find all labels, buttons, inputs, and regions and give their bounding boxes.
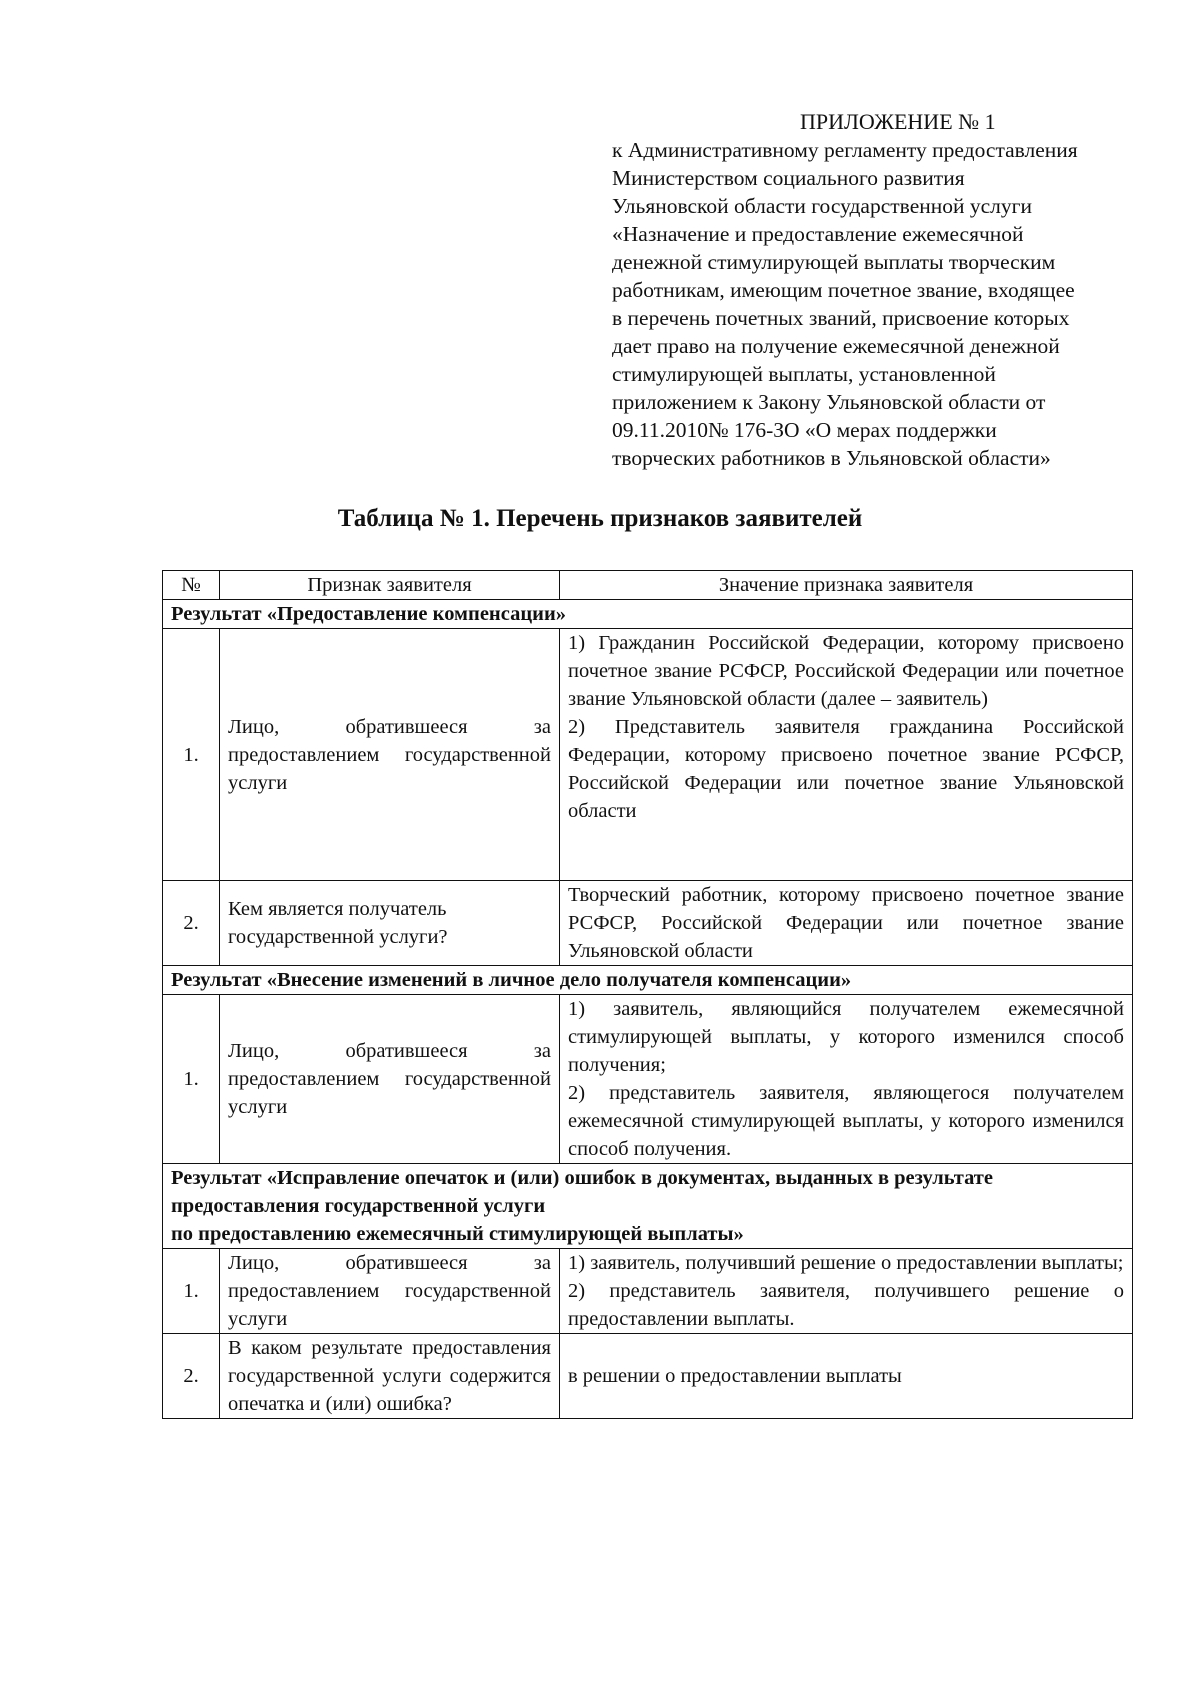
appendix-line: 09.11.2010№ 176-ЗО «О мерах поддержки — [612, 418, 997, 442]
row-value — [560, 629, 1133, 881]
appendix-line: стимулирующей выплаты, установленной — [612, 362, 996, 386]
row-number: 2. — [163, 881, 220, 966]
header-value: Значение признака заявителя — [560, 571, 1133, 600]
appendix-line: «Назначение и предоставление ежемесячной — [612, 222, 1024, 246]
value-item: 1) заявитель, являющийся получателем ежемесячной стимулирующей выплаты, у которого изменился способ получения; — [568, 998, 1124, 1076]
section-row — [163, 966, 1133, 995]
row-value — [560, 1249, 1133, 1334]
section-title-line: Результат «Исправление опечаток и (или) ошибок в документах, выданных в результате предоставления государственной услуги — [171, 1167, 993, 1217]
table-row — [163, 995, 1133, 1164]
row-number: 1. — [163, 995, 220, 1164]
value-item: 2) представитель заявителя, являющегося получателем ежемесячной стимулирующей выплаты, у которого изменился способ получения. — [568, 1082, 1124, 1160]
appendix-line: в перечень почетных званий, присвоение которых — [612, 306, 1070, 330]
row-value — [560, 995, 1133, 1164]
appendix-line: к Административному регламенту предоставления — [612, 138, 1078, 162]
row-value — [560, 881, 1133, 966]
table-title: Таблица № 1. Перечень признаков заявителей — [337, 505, 863, 532]
section-title: Результат «Предоставление компенсации» — [163, 600, 1133, 629]
row-value — [560, 1334, 1133, 1419]
section-title: Результат «Внесение изменений в личное дело получателя компенсации» — [163, 966, 1133, 995]
value-item: 1) Гражданин Российской Федерации, которому присвоено почетное звание РСФСР, Российской Федерации или почетное звание Ульяновской области (далее – заявитель) — [568, 632, 1124, 710]
appendix-line: дает право на получение ежемесячной денежной — [612, 334, 1060, 358]
section-row — [163, 1164, 1133, 1249]
row-number: 1. — [163, 629, 220, 881]
row-sign: Лицо, обратившееся за предоставлением государственной услуги — [220, 629, 560, 881]
value-item: 2) представитель заявителя, получившего решение о предоставлении выплаты. — [568, 1280, 1124, 1330]
value-item: 1) заявитель, получивший решение о предоставлении выплаты; — [568, 1252, 1124, 1274]
appendix-line: Ульяновской области государственной услуги — [612, 194, 1032, 218]
row-sign: Лицо, обратившееся за предоставлением государственной услуги — [220, 995, 560, 1164]
section-title-line: по предоставлению ежемесячный стимулирующей выплаты» — [171, 1223, 744, 1245]
table-row — [163, 881, 1133, 966]
header-sign: Признак заявителя — [220, 571, 560, 600]
value-item: Творческий работник, которому присвоено почетное звание РСФСР, Российской Федерации или почетное звание Ульяновской области — [568, 884, 1124, 962]
section-title — [163, 1164, 1133, 1249]
table-row — [163, 1334, 1133, 1419]
table-header-row — [163, 571, 1133, 600]
row-sign: Кем является получатель государственной услуги? — [220, 881, 560, 966]
appendix-heading: ПРИЛОЖЕНИЕ № 1 — [800, 109, 996, 134]
appendix-line: денежной стимулирующей выплаты творческим — [612, 250, 1056, 274]
appendix-block — [612, 108, 1172, 472]
appendix-line: приложением к Закону Ульяновской области от — [612, 390, 1046, 414]
section-row — [163, 600, 1133, 629]
header-number: № — [163, 571, 220, 600]
appendix-line: работникам, имеющим почетное звание, входящее — [612, 278, 1075, 302]
value-item: в решении о предоставлении выплаты — [568, 1365, 902, 1387]
value-item: 2) Представитель заявителя гражданина Российской Федерации, которому присвоено почетное звание РСФСР, Российской Федерации или почетное звание Ульяновской области — [568, 716, 1124, 822]
table-row — [163, 1249, 1133, 1334]
row-number: 2. — [163, 1334, 220, 1419]
row-sign: Лицо, обратившееся за предоставлением государственной услуги — [220, 1249, 560, 1334]
row-sign: В каком результате предоставления государственной услуги содержится опечатка и (или) ошибка? — [220, 1334, 560, 1419]
appendix-line: творческих работников в Ульяновской области» — [612, 446, 1051, 470]
table-row — [163, 629, 1133, 881]
appendix-line: Министерством социального развития — [612, 166, 965, 190]
row-number: 1. — [163, 1249, 220, 1334]
applicant-signs-table — [162, 570, 1133, 1419]
